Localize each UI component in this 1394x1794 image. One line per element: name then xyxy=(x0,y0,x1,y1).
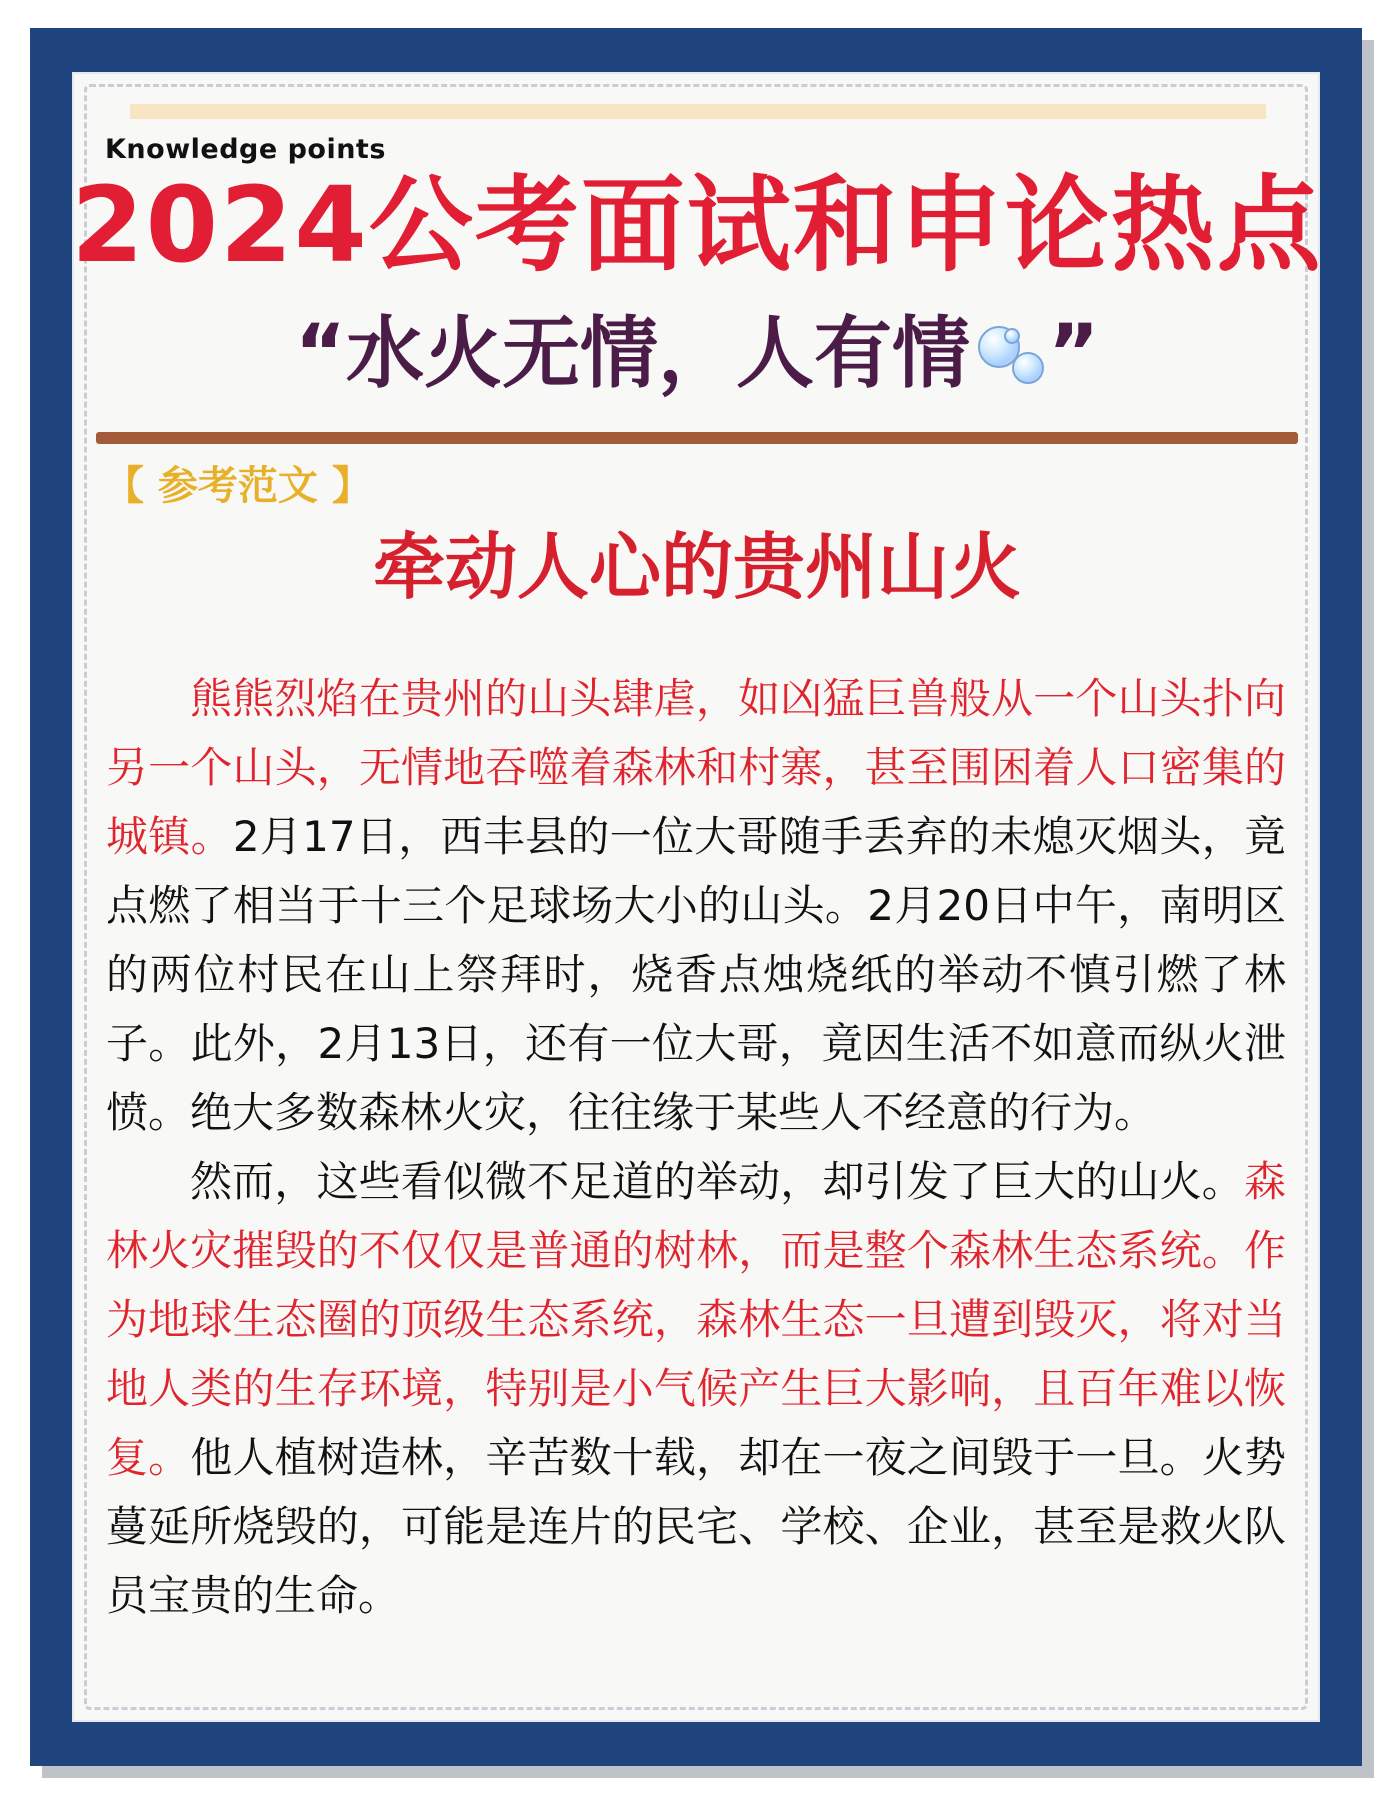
quote-text: 水火无情，人有情 xyxy=(345,309,970,399)
emphasis-text: 熊熊烈焰在贵州的山头肆虐，如凶猛巨兽般从一个山头扑向另一个山头，无情地吞噬着森林和村寨，甚至围困着人口密集的城镇。 xyxy=(106,674,1286,861)
reference-label: 【 参考范文 】 xyxy=(104,463,372,509)
bubbles-icon xyxy=(970,322,1048,396)
article-body xyxy=(106,664,1286,1630)
quote-open-mark: “ xyxy=(294,309,346,399)
body-text: 然而，这些看似微不足道的举动，却引发了巨大的山火。 xyxy=(190,1157,1244,1206)
quote-heading xyxy=(0,309,1394,399)
bubble-tiny-icon xyxy=(1004,328,1020,344)
paragraph xyxy=(106,664,1286,1147)
kicker-text: Knowledge points xyxy=(105,134,386,165)
body-text: 2月17日，西丰县的一位大哥随手丢弃的未熄灭烟头，竟点燃了相当于十三个足球场大小的山头。2月20日中午，南明区的两位村民在山上祭拜时，烧香点烛烧纸的举动不慎引燃了林子。此外，2月13日，还有一位大哥，竟因生活不如意而纵火泄愤。绝大多数森林火灾，往往缘于某些人不经意的行为。 xyxy=(106,812,1286,1137)
article-title: 牵动人心的贵州山火 xyxy=(372,525,1021,609)
top-decorative-strip xyxy=(130,104,1266,119)
paragraph xyxy=(106,1147,1286,1630)
emphasis-text: 森林火灾摧毁的不仅仅是普通的树林，而是整个森林生态系统。作为地球生态圈的顶级生态系统，森林生态一旦遭到毁灭，将对当地人类的生存环境，特别是小气候产生巨大影响，且百年难以恢复。 xyxy=(106,1157,1286,1482)
bubble-small-icon xyxy=(1012,352,1044,384)
body-text: 他人植树造林，辛苦数十载，却在一夜之间毁于一旦。火势蔓延所烧毁的，可能是连片的民宅、学校、企业，甚至是救火队员宝贵的生命。 xyxy=(106,1433,1286,1620)
main-title: 2024公考面试和申论热点 xyxy=(71,164,1323,286)
quote-close-mark: ” xyxy=(1048,309,1100,399)
section-divider xyxy=(96,432,1298,444)
